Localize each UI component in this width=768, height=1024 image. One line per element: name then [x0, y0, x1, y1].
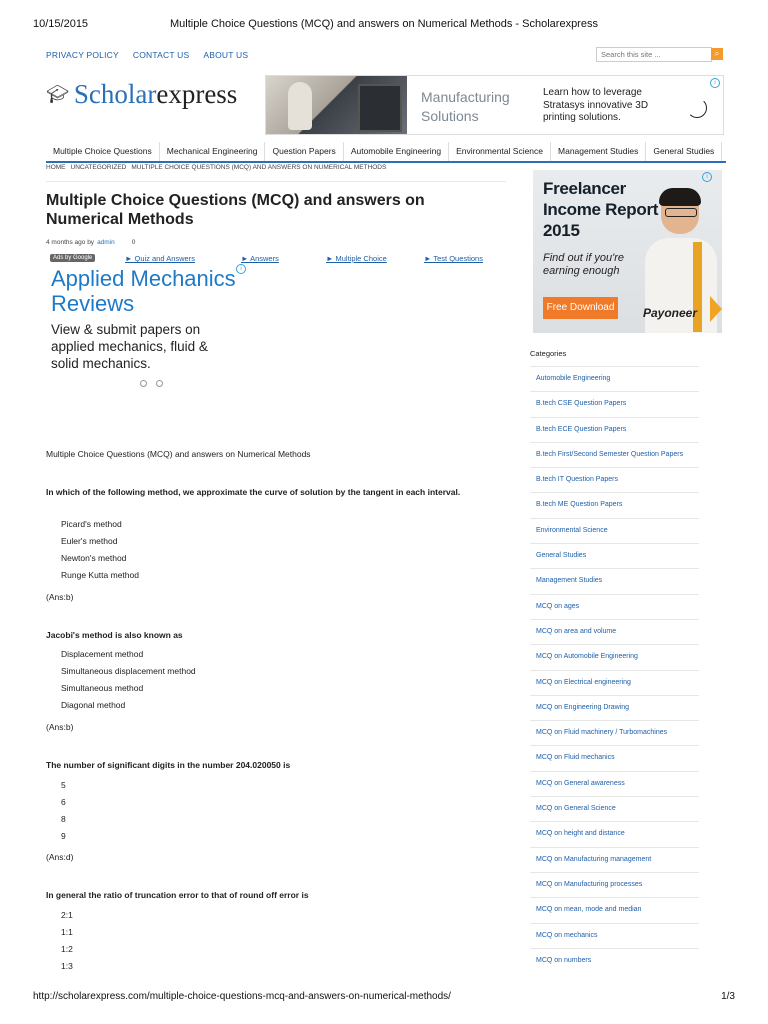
ads-by-google-label[interactable]: Ads by Google — [50, 254, 95, 262]
category-link[interactable]: Environmental Science — [530, 518, 699, 543]
text-ad-body: View & submit papers on applied mechanics, fluid & solid mechanics. — [51, 322, 208, 371]
category-link[interactable]: B.tech CSE Question Papers — [530, 391, 699, 416]
top-links — [46, 50, 248, 60]
option: 1:1 — [61, 927, 73, 937]
category-link[interactable]: MCQ on Engineering Drawing — [530, 695, 699, 720]
search-box — [596, 47, 723, 62]
breadcrumb-home[interactable]: HOME — [46, 164, 66, 171]
option: 1:3 — [61, 961, 73, 971]
about-us-link[interactable]: ABOUT US — [203, 50, 249, 60]
main-navigation — [46, 142, 726, 163]
categories-heading: Categories — [530, 349, 567, 358]
nav-item-general-studies[interactable]: General Studies — [646, 142, 722, 161]
breadcrumb-current: MULTIPLE CHOICE QUESTIONS (MCQ) AND ANSWERS ON NUMERICAL METHODS — [131, 164, 387, 171]
sidebar-ad-brand: Payoneer — [643, 306, 698, 320]
category-link[interactable]: MCQ on General Science — [530, 796, 699, 821]
categories-list — [530, 366, 699, 973]
category-link[interactable]: MCQ on mean, mode and median — [530, 897, 699, 922]
ad-link-test-questions[interactable]: ► Test Questions — [424, 254, 483, 263]
option: 6 — [61, 797, 66, 807]
banner-ad-text: Learn how to leverage Stratasys innovative 3D printing solutions. — [543, 87, 649, 123]
content-heading: Multiple Choice Questions (MCQ) and answers on Numerical Methods — [46, 449, 311, 459]
category-link[interactable]: MCQ on Manufacturing processes — [530, 872, 699, 897]
option: Picard's method — [61, 519, 122, 529]
answer: (Ans:d) — [46, 852, 74, 862]
privacy-policy-link[interactable]: PRIVACY POLICY — [46, 50, 119, 60]
category-link[interactable]: MCQ on mechanics — [530, 923, 699, 948]
print-header — [33, 18, 735, 32]
question-4: In general the ratio of truncation error to that of round off error is — [46, 890, 309, 900]
print-title: Multiple Choice Questions (MCQ) and answers on Numerical Methods - Scholarexpress — [170, 18, 598, 30]
nav-item-management-studies[interactable]: Management Studies — [551, 142, 646, 161]
search-input[interactable] — [596, 47, 712, 62]
search-button[interactable] — [711, 48, 723, 60]
print-page-number: 1/3 — [721, 991, 735, 1002]
logo-text-scholar: Scholar — [73, 78, 157, 109]
nav-item-automobile-engineering[interactable]: Automobile Engineering — [344, 142, 449, 161]
logo-text-express: express — [156, 78, 238, 109]
category-link[interactable]: MCQ on Manufacturing management — [530, 847, 699, 872]
text-ad-title[interactable]: Applied Mechanics Reviews — [51, 266, 236, 316]
category-link[interactable]: B.tech First/Second Semester Question Papers — [530, 442, 699, 467]
adchoices-icon[interactable]: i — [236, 264, 246, 274]
post-author-link[interactable]: admin — [97, 239, 115, 246]
category-link[interactable]: MCQ on General awareness — [530, 771, 699, 796]
banner-ad-image — [266, 76, 407, 134]
category-link[interactable]: MCQ on numbers — [530, 948, 699, 973]
option: Simultaneous displacement method — [61, 666, 196, 676]
option: Diagonal method — [61, 700, 126, 710]
site-logo[interactable] — [46, 76, 237, 112]
answer: (Ans:b) — [46, 722, 74, 732]
post-meta — [46, 239, 135, 246]
answer: (Ans:b) — [46, 592, 74, 602]
question-1: In which of the following method, we approximate the curve of solution by the tangent in each interval. — [46, 487, 461, 497]
category-link[interactable]: Management Studies — [530, 568, 699, 593]
category-link[interactable]: MCQ on Fluid mechanics — [530, 745, 699, 770]
option: Runge Kutta method — [61, 570, 139, 580]
category-link[interactable]: B.tech IT Question Papers — [530, 467, 699, 492]
option: 2:1 — [61, 910, 73, 920]
nav-item-question-papers[interactable]: Question Papers — [265, 142, 343, 161]
option: Displacement method — [61, 649, 144, 659]
page-title: Multiple Choice Questions (MCQ) and answers on Numerical Methods — [46, 192, 425, 228]
option: 5 — [61, 780, 66, 790]
option: Euler's method — [61, 536, 118, 546]
question-2: Jacobi's method is also known as — [46, 630, 183, 640]
nav-item-mechanical-engineering[interactable]: Mechanical Engineering — [160, 142, 266, 161]
contact-us-link[interactable]: CONTACT US — [132, 50, 190, 60]
ad-link-quiz-and-answers[interactable]: ► Quiz and Answers — [125, 254, 195, 263]
print-footer — [33, 991, 735, 1005]
option: 9 — [61, 831, 66, 841]
breadcrumb — [46, 164, 386, 171]
option: Newton's method — [61, 553, 127, 563]
nav-item-mcq[interactable]: Multiple Choice Questions — [46, 142, 160, 161]
arrow-icon — [710, 296, 722, 322]
category-link[interactable]: MCQ on Electrical engineering — [530, 670, 699, 695]
breadcrumb-uncategorized[interactable]: UNCATEGORIZED — [70, 164, 127, 171]
category-link[interactable]: General Studies — [530, 543, 699, 568]
sidebar-ad-title: Freelancer Income Report 2015 — [543, 179, 659, 240]
category-link[interactable]: MCQ on Fluid machinery / Turbomachines — [530, 720, 699, 745]
comment-count[interactable]: 0 — [131, 239, 136, 246]
graduation-cap-icon: 🎓︎ — [46, 83, 69, 104]
category-link[interactable]: MCQ on height and distance — [530, 821, 699, 846]
sidebar-ad[interactable] — [533, 170, 722, 333]
category-link[interactable]: MCQ on ages — [530, 594, 699, 619]
category-link[interactable]: B.tech ME Question Papers — [530, 492, 699, 517]
nav-item-environmental-science[interactable]: Environmental Science — [449, 142, 551, 161]
option: 8 — [61, 814, 66, 824]
option: Simultaneous method — [61, 683, 144, 693]
print-date: 10/15/2015 — [33, 18, 89, 30]
ad-carousel-dot[interactable] — [156, 380, 163, 387]
banner-ad-arrow-icon — [687, 98, 707, 118]
banner-ad-headline: Manufacturing Solutions — [421, 89, 510, 124]
ad-carousel-dot[interactable] — [140, 380, 147, 387]
category-link[interactable]: MCQ on area and volume — [530, 619, 699, 644]
sidebar-ad-subtitle: Find out if you're earning enough — [543, 252, 624, 277]
adchoices-icon[interactable]: i — [702, 172, 712, 182]
search-icon: ⌕ — [714, 49, 720, 58]
post-date: 4 months ago by — [46, 239, 95, 246]
ad-link-multiple-choice[interactable]: ► Multiple Choice — [326, 254, 387, 263]
ad-link-answers[interactable]: ► Answers — [241, 254, 279, 263]
category-link[interactable]: B.tech ECE Question Papers — [530, 417, 699, 442]
question-3: The number of significant digits in the number 204.020050 is — [46, 760, 291, 770]
category-link[interactable]: Automobile Engineering — [530, 366, 699, 391]
option: 1:2 — [61, 944, 73, 954]
free-download-button[interactable]: Free Download — [543, 297, 618, 319]
banner-ad[interactable] — [265, 75, 724, 135]
adchoices-icon[interactable]: i — [710, 78, 720, 88]
category-link[interactable]: MCQ on Automobile Engineering — [530, 644, 699, 669]
print-url: http://scholarexpress.com/multiple-choice-questions-mcq-and-answers-on-numerical-methods/ — [33, 991, 451, 1002]
divider — [46, 181, 506, 182]
